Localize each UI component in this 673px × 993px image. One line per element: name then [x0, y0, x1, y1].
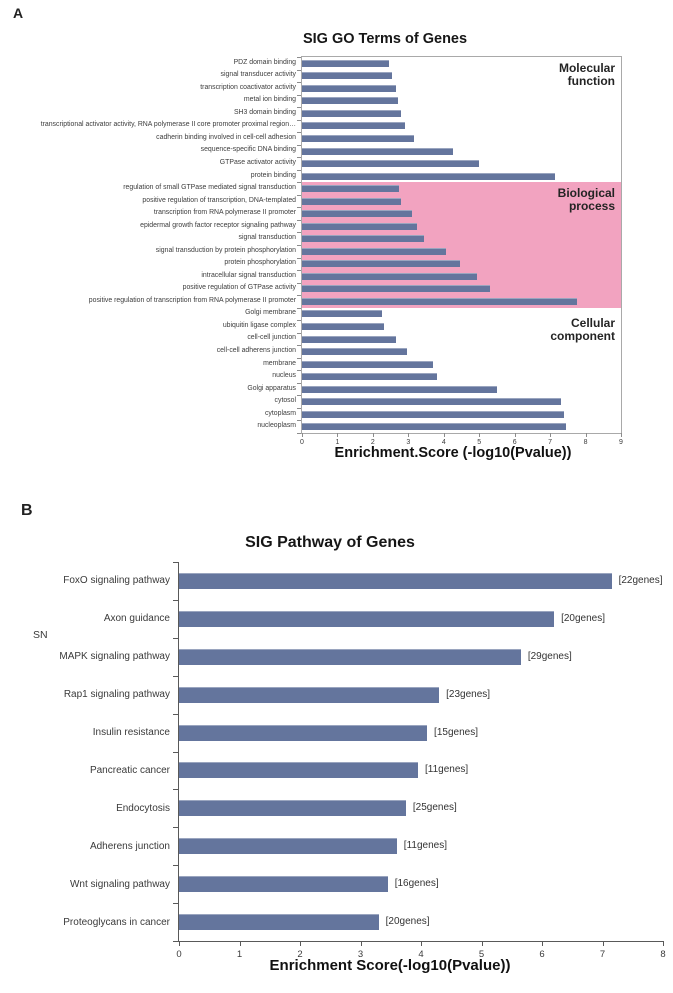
y-axis-tick: [297, 370, 301, 371]
pathway-label: FoxO signaling pathway: [63, 575, 170, 587]
panel-a-label: A: [13, 5, 24, 21]
go-term-label: positive regulation of transcription from RNA polymerase II promoter: [88, 296, 296, 304]
go-term-label: cytoplasm: [264, 409, 296, 417]
chart-b-category-labels: [0, 562, 170, 941]
go-term-bar: [302, 398, 561, 405]
y-axis-tick: [297, 420, 301, 421]
y-axis-tick: [297, 433, 301, 434]
y-axis-tick: [173, 676, 178, 677]
pathway-bar: [179, 649, 521, 665]
y-axis-tick: [173, 903, 178, 904]
gene-count-label: [25genes]: [412, 802, 457, 814]
go-term-label: epidermal growth factor receptor signaling pathway: [140, 221, 296, 229]
x-axis-tick: [361, 941, 362, 946]
pathway-label: MAPK signaling pathway: [59, 651, 170, 663]
x-tick-label: 7: [599, 949, 606, 960]
y-axis-tick: [297, 283, 301, 284]
go-term-label: metal ion binding: [243, 96, 296, 104]
go-term-bar: [302, 386, 497, 393]
go-group-label: Molecular function: [558, 61, 615, 89]
y-axis-tick: [297, 170, 301, 171]
y-axis-tick: [297, 107, 301, 108]
go-term-bar: [302, 122, 405, 129]
go-term-label: nucleus: [272, 372, 296, 380]
y-axis-tick: [173, 638, 178, 639]
go-term-label: signal transducer activity: [220, 71, 296, 79]
go-term-bar: [302, 235, 424, 242]
gene-count-label: [29genes]: [527, 650, 572, 662]
x-axis-tick: [550, 433, 551, 437]
panel-b-label: B: [21, 502, 33, 519]
y-axis-tick: [297, 70, 301, 71]
go-term-bar: [302, 185, 399, 192]
go-term-label: positive regulation of transcription, DNA-templated: [142, 196, 296, 204]
go-term-bar: [302, 273, 477, 280]
go-term-bar: [302, 72, 392, 79]
x-axis-tick: [302, 433, 303, 437]
go-term-label: PDZ domain binding: [233, 58, 296, 66]
x-axis-tick: [515, 433, 516, 437]
pathway-label: Rap1 signaling pathway: [63, 689, 170, 701]
x-axis-tick: [542, 941, 543, 946]
x-tick-label: 3: [357, 949, 364, 960]
x-tick-label: 3: [406, 439, 411, 446]
go-term-bar: [302, 160, 479, 167]
y-axis-tick: [297, 95, 301, 96]
x-tick-label: 6: [539, 949, 545, 960]
y-axis-tick: [297, 232, 301, 233]
go-term-label: intracellular signal transduction: [201, 271, 296, 279]
pathway-bar: [179, 611, 554, 627]
pathway-label: Proteoglycans in cancer: [63, 916, 170, 928]
y-axis-tick: [173, 752, 178, 753]
pathway-bar: [179, 800, 406, 816]
y-axis-tick: [173, 827, 178, 828]
go-term-bar: [302, 210, 412, 217]
chart-a-category-labels: [0, 56, 296, 432]
y-axis-tick: [297, 245, 301, 246]
x-tick-label: 2: [297, 949, 303, 960]
pathway-bar: [179, 687, 439, 703]
pathway-bar: [179, 914, 379, 930]
x-axis-tick: [408, 433, 409, 437]
gene-count-label: [11genes]: [424, 764, 469, 776]
go-term-label: regulation of small GTPase mediated signal transduction: [123, 184, 296, 192]
pathway-label: Pancreatic cancer: [89, 764, 170, 776]
x-tick-label: 5: [478, 949, 485, 960]
go-term-bar: [302, 148, 453, 155]
y-axis-tick: [297, 395, 301, 396]
go-term-bar: [302, 135, 414, 142]
go-term-label: Golgi apparatus: [247, 384, 296, 392]
y-axis-tick: [297, 308, 301, 309]
x-tick-label: 4: [418, 949, 424, 960]
go-term-label: ubiquitin ligase complex: [222, 321, 296, 329]
x-axis-tick: [663, 941, 664, 946]
go-term-bar: [302, 411, 564, 418]
x-tick-label: 6: [512, 439, 517, 446]
sn-side-label: SN: [33, 629, 48, 641]
go-term-label: cytosol: [274, 397, 296, 405]
go-term-label: signal transduction: [238, 234, 296, 242]
go-term-bar: [302, 110, 401, 117]
go-term-label: cadherin binding involved in cell-cell adhesion: [156, 133, 296, 141]
x-tick-label: 2: [370, 439, 375, 446]
y-axis-tick: [297, 145, 301, 146]
chart-a-plot-area: [300, 56, 623, 446]
y-axis-tick: [297, 345, 301, 346]
x-axis-tick: [300, 941, 301, 946]
go-term-bar: [302, 260, 460, 267]
go-term-label: transcription from RNA polymerase II promoter: [153, 209, 296, 217]
x-tick-label: 0: [300, 439, 304, 446]
pathway-label: Axon guidance: [103, 613, 170, 625]
gene-count-label: [20genes]: [385, 916, 430, 928]
y-axis-tick: [297, 57, 301, 58]
y-axis-tick: [297, 383, 301, 384]
y-axis-tick: [297, 408, 301, 409]
go-term-bar: [302, 336, 396, 343]
x-axis-tick: [337, 433, 338, 437]
go-term-label: nucleoplasm: [257, 422, 296, 430]
pathway-bar: [179, 876, 388, 892]
go-term-bar: [302, 310, 382, 317]
gene-count-label: [16genes]: [394, 878, 439, 890]
x-tick-label: 8: [660, 949, 666, 960]
x-axis-tick: [479, 433, 480, 437]
y-axis-tick: [297, 333, 301, 334]
pathway-bar: [179, 838, 397, 854]
pathway-bar: [179, 573, 612, 589]
y-axis-tick: [297, 195, 301, 196]
x-tick-label: 0: [176, 949, 182, 960]
chart-b-x-axis-label: Enrichment Score(-log10(Pvalue)): [269, 957, 511, 974]
y-axis-tick: [297, 132, 301, 133]
y-axis-tick: [173, 789, 178, 790]
go-term-bar: [302, 85, 396, 92]
gene-count-label: [22genes]: [618, 574, 663, 586]
chart-a-title: SIG GO Terms of Genes: [302, 31, 468, 47]
go-group-label: Biological process: [557, 186, 615, 214]
x-axis-tick: [240, 941, 241, 946]
go-term-label: positive regulation of GTPase activity: [182, 284, 296, 292]
y-axis-tick: [297, 270, 301, 271]
y-axis-tick: [297, 258, 301, 259]
pathway-bar: [179, 762, 418, 778]
go-term-label: SH3 domain binding: [233, 108, 296, 116]
go-term-label: cell-cell junction: [247, 334, 296, 342]
go-term-bar: [302, 423, 566, 430]
y-axis-tick: [173, 600, 178, 601]
x-tick-label: 4: [441, 439, 446, 446]
pathway-label: Adherens junction: [89, 840, 170, 852]
x-axis-tick: [621, 433, 622, 437]
y-axis-tick: [297, 295, 301, 296]
go-term-label: protein binding: [250, 171, 296, 179]
pathway-label: Insulin resistance: [92, 727, 170, 739]
gene-count-label: [20genes]: [561, 612, 606, 624]
go-term-bar: [302, 198, 401, 205]
x-axis-tick: [421, 941, 422, 946]
go-term-label: membrane: [263, 359, 296, 367]
x-axis-tick: [482, 941, 483, 946]
pathway-label: Wnt signaling pathway: [69, 878, 170, 890]
x-axis-tick: [179, 941, 180, 946]
go-term-bar: [302, 373, 437, 380]
pathway-bar: [179, 725, 427, 741]
x-tick-label: 5: [477, 439, 482, 446]
x-axis-tick: [586, 433, 587, 437]
y-axis-tick: [297, 220, 301, 221]
y-axis-tick: [297, 82, 301, 83]
y-axis-tick: [297, 207, 301, 208]
y-axis-tick: [297, 120, 301, 121]
x-axis-tick: [603, 941, 604, 946]
go-term-bar: [302, 323, 384, 330]
y-axis-tick: [297, 157, 301, 158]
x-tick-label: 8: [583, 439, 588, 446]
go-term-label: transcriptional activator activity, RNA polymerase II core promoter proximal region…: [40, 121, 296, 129]
chart-b-title: SIG Pathway of Genes: [245, 534, 415, 551]
x-tick-label: 1: [335, 439, 340, 446]
gene-count-label: [15genes]: [434, 726, 478, 738]
go-term-label: signal transduction by protein phosphorylation: [155, 246, 296, 254]
y-axis-tick: [173, 865, 178, 866]
x-tick-label: 1: [236, 949, 243, 960]
go-term-bar: [302, 97, 398, 104]
x-axis-tick: [444, 433, 445, 437]
go-term-bar: [302, 298, 577, 305]
y-axis-tick: [173, 562, 178, 563]
gene-count-label: [23genes]: [446, 688, 491, 700]
go-group-label: Cellular component: [550, 316, 615, 344]
chart-a-x-axis-label: Enrichment.Score (-log10(Pvalue)): [334, 445, 572, 461]
x-axis-tick: [373, 433, 374, 437]
go-term-bar: [302, 173, 555, 180]
go-term-bar: [302, 348, 407, 355]
go-term-label: cell-cell adherens junction: [216, 347, 296, 355]
y-axis-tick: [297, 320, 301, 321]
y-axis-tick: [297, 358, 301, 359]
y-axis-tick: [173, 941, 178, 942]
y-axis-tick: [173, 714, 178, 715]
go-term-bar: [302, 248, 446, 255]
go-term-bar: [302, 285, 490, 292]
go-term-label: Golgi membrane: [245, 309, 296, 317]
go-term-label: transcription coactivator activity: [200, 83, 296, 91]
y-axis-tick: [297, 182, 301, 183]
chart-b-plot-area: [176, 562, 666, 960]
go-term-bar: [302, 361, 433, 368]
x-tick-label: 9: [619, 439, 623, 446]
gene-count-label: [11genes]: [403, 840, 447, 852]
go-term-bar: [302, 60, 389, 67]
go-term-label: GTPase activator activity: [219, 159, 296, 167]
go-term-label: protein phosphorylation: [224, 259, 296, 267]
go-term-bar: [302, 223, 417, 230]
x-tick-label: 7: [548, 439, 553, 446]
go-term-label: sequence-specific DNA binding: [200, 146, 296, 154]
pathway-label: Endocytosis: [116, 802, 170, 814]
